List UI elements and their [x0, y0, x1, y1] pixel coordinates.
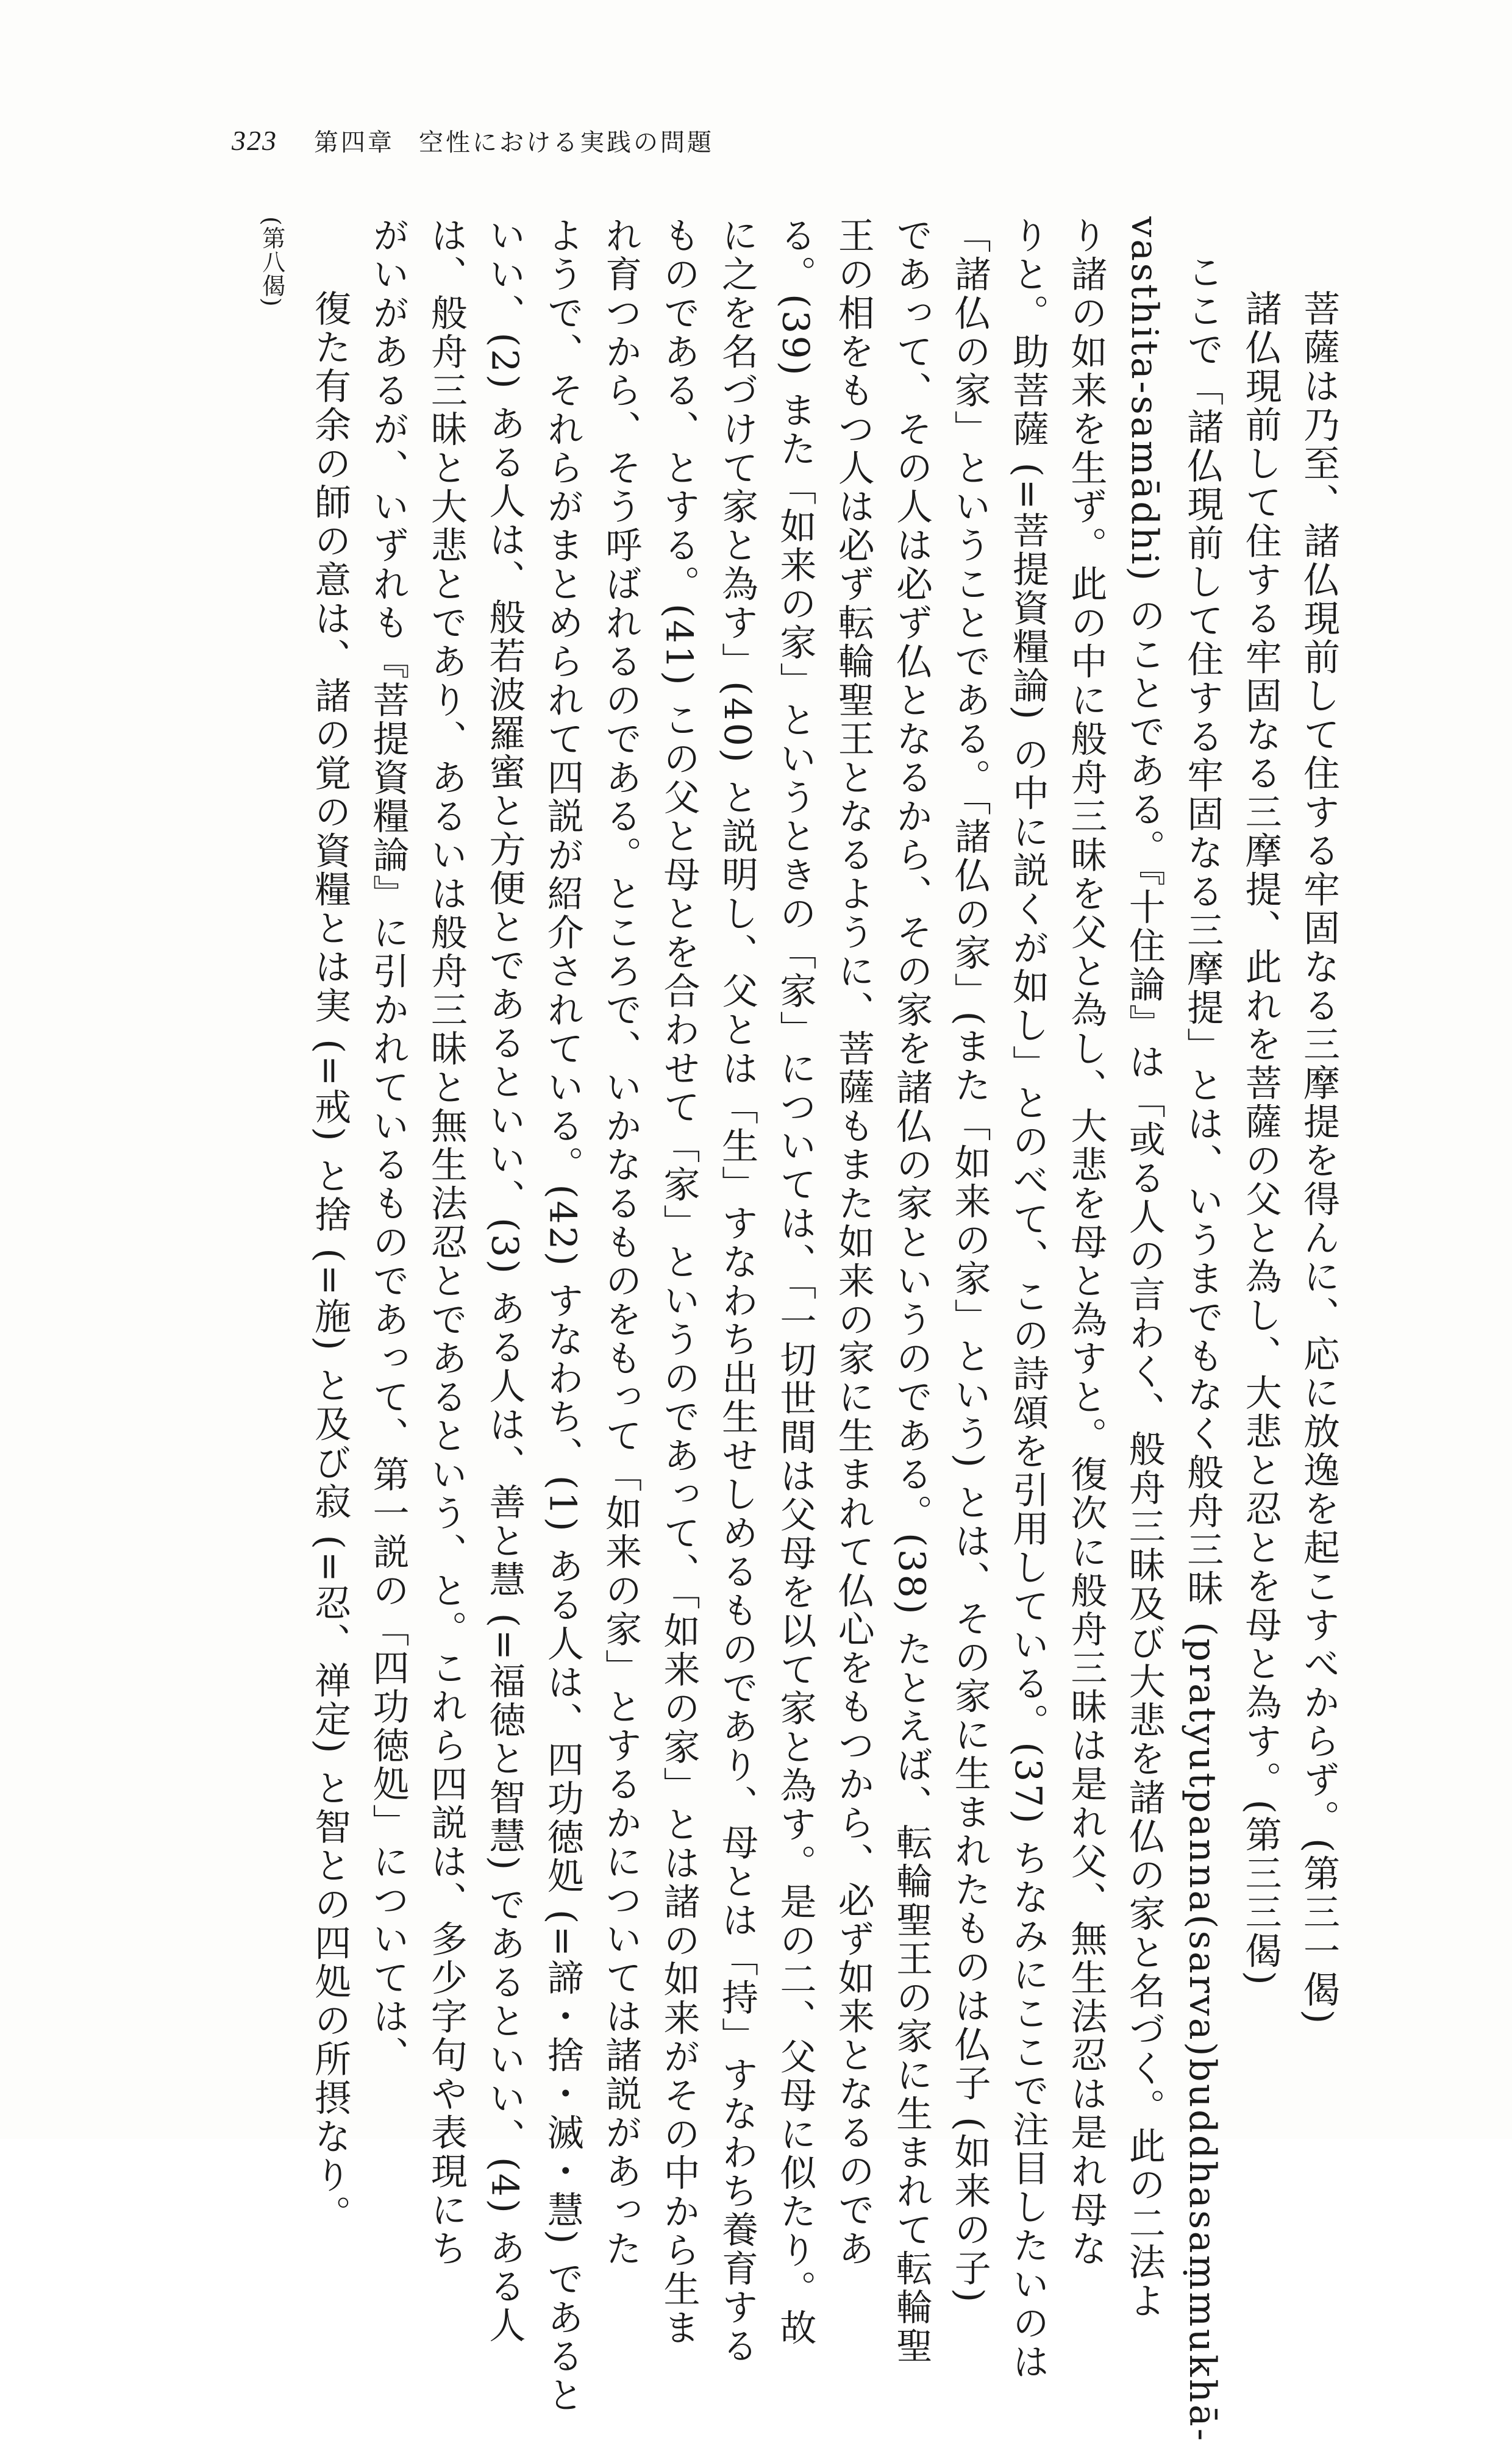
text-line: ものである、とする。(41) この父と母とを合わせて「家」というのであって、「如来の家」とは諸の如来がその中から生ま	[657, 216, 701, 2348]
quoted-verse-line: 復た有余の師の意は、諸の覚の資糧とは実 (=戒) と捨 (=施) と及び寂 (=忍、禅定) と智との四処の所摂なり。	[308, 290, 352, 2234]
chapter-title: 空性における実践の問題	[419, 128, 714, 157]
text-line: に之を名づけて家と為す」(40) と説明し、父とは「生」すなわち出生せしめるものであり、母とは「持」すなわち養育する	[715, 216, 758, 2366]
text-line: vasthita-samādhi) のことである。『十住論』は「或る人の言わく、般舟三昧及び大悲を諸仏の家と名づく。此の二法よ	[1122, 216, 1166, 2321]
text-line: 「諸仏の家」ということである。「諸仏の家」(また「如来の家」という) とは、その家に生まれたものは仏子 (如来の子)	[948, 216, 991, 2305]
running-title	[314, 123, 714, 158]
text-line: る。(39) また「如来の家」というときの「家」については、「一切世間は父母を以て家と為す。是の二、父母に似たり。故	[774, 216, 817, 2348]
quoted-verse-line: 諸仏現前して住する牢固なる三摩提、此れを菩薩の父と為し、大悲と忍とを母と為す。(第三三偈)	[1239, 290, 1282, 1988]
page-number: 323	[232, 124, 277, 156]
text-line: ようで、それらがまとめられて四説が紹介されている。(42) すなわち、(1) ある人は、四功徳処 (=諦・捨・滅・慧) であると	[541, 216, 584, 2415]
text-line: れ育つから、そう呼ばれるのである。ところで、いかなるものをもって「如来の家」とするかについては諸説があった	[599, 216, 643, 2269]
text-line: いい、(2) ある人は、般若波羅蜜と方便とであるといい、(3) ある人は、善と慧 (=福徳と智慧) であるといい、(4) ある人	[483, 216, 526, 2345]
running-header	[232, 119, 714, 162]
chapter-label: 第四章	[314, 128, 394, 157]
text-line: り諸の如来を生ず。此の中に般舟三昧を父と為し、大悲を母と為すと。復次に般舟三昧は是れ父、無生法忍は是れ母な	[1064, 216, 1108, 2269]
text-line: りと。助菩薩 (=菩提資糧論) の中に説くが如し」とのべて、この詩頌を引用している。(37) ちなみにここで注目したいのは	[1006, 216, 1049, 2381]
vertical-body-text	[219, 216, 1347, 2443]
verse-reference: (第八偈)	[258, 216, 285, 307]
quoted-verse-line: 菩薩は乃至、諸仏現前して住する牢固なる三摩提を得んに、応に放逸を起こすべからず。(第三一偈)	[1297, 290, 1340, 2026]
text-line: がいがあるが、いずれも『菩提資糧論』に引かれているものであって、第一説の「四功徳処」については、	[366, 216, 410, 2075]
text-line: ここで「諸仏現前して住する牢固なる三摩提」とは、いうまでもなく般舟三昧 (pratyutpanna(sarva)buddhasaṃmukhā-	[1181, 253, 1224, 2443]
text-line: 王の相をもつ人は必ず転輪聖王となるように、菩薩もまた如来の家に生まれて仏心をもつから、必ず如来となるのであ	[832, 216, 875, 2269]
text-line: であって、その人は必ず仏となるから、その家を諸仏の家というのである。(38) たとえば、転輪聖王の家に生まれて転輪聖	[890, 216, 933, 2366]
text-line: は、般舟三昧と大悲とであり、あるいは般舟三昧と無生法忍とであるという、と。これら四説は、多少字句や表現にち	[424, 216, 468, 2269]
